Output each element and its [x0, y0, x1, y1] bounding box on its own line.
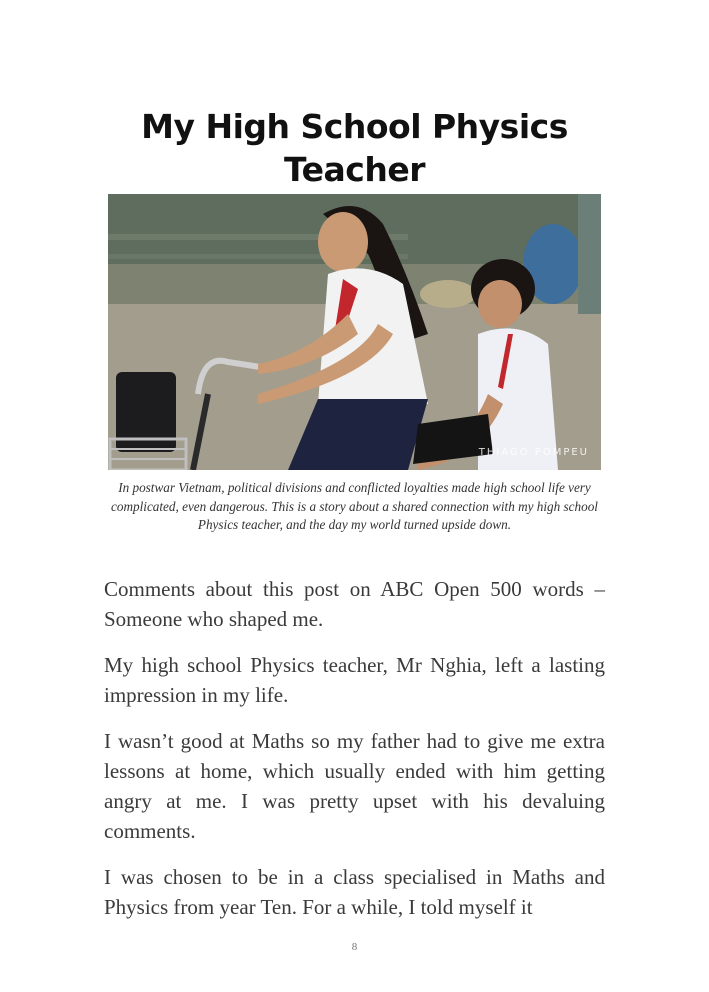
- paragraph: I was chosen to be in a class specialised in Maths and Physics from year Ten. For a while, I told myself it: [104, 865, 605, 919]
- paragraph: I wasn’t good at Maths so my father had to give me extra lessons at home, which usually ended with him getting angry at me. I was pretty upset with his devaluing comments.: [104, 729, 605, 843]
- page-title: My High School Physics Teacher: [141, 107, 568, 190]
- article-photo: [108, 194, 601, 470]
- photo-caption: In postwar Vietnam, political divisions and conflicted loyalties made high school life very complicated, even dangerous. This is a story about a shared connection with my high school Physics teacher, and the day my world turned upside down.: [111, 480, 598, 532]
- paragraph: My high school Physics teacher, Mr Nghia, left a lasting impression in my life.: [104, 653, 605, 707]
- photo-watermark: THIAGO POMPEU: [478, 447, 589, 458]
- page-number: 8: [351, 941, 358, 953]
- article-body: [104, 574, 605, 938]
- photo-illustration: [108, 194, 601, 470]
- paragraph: Comments about this post on ABC Open 500 words – Someone who shaped me.: [104, 577, 605, 631]
